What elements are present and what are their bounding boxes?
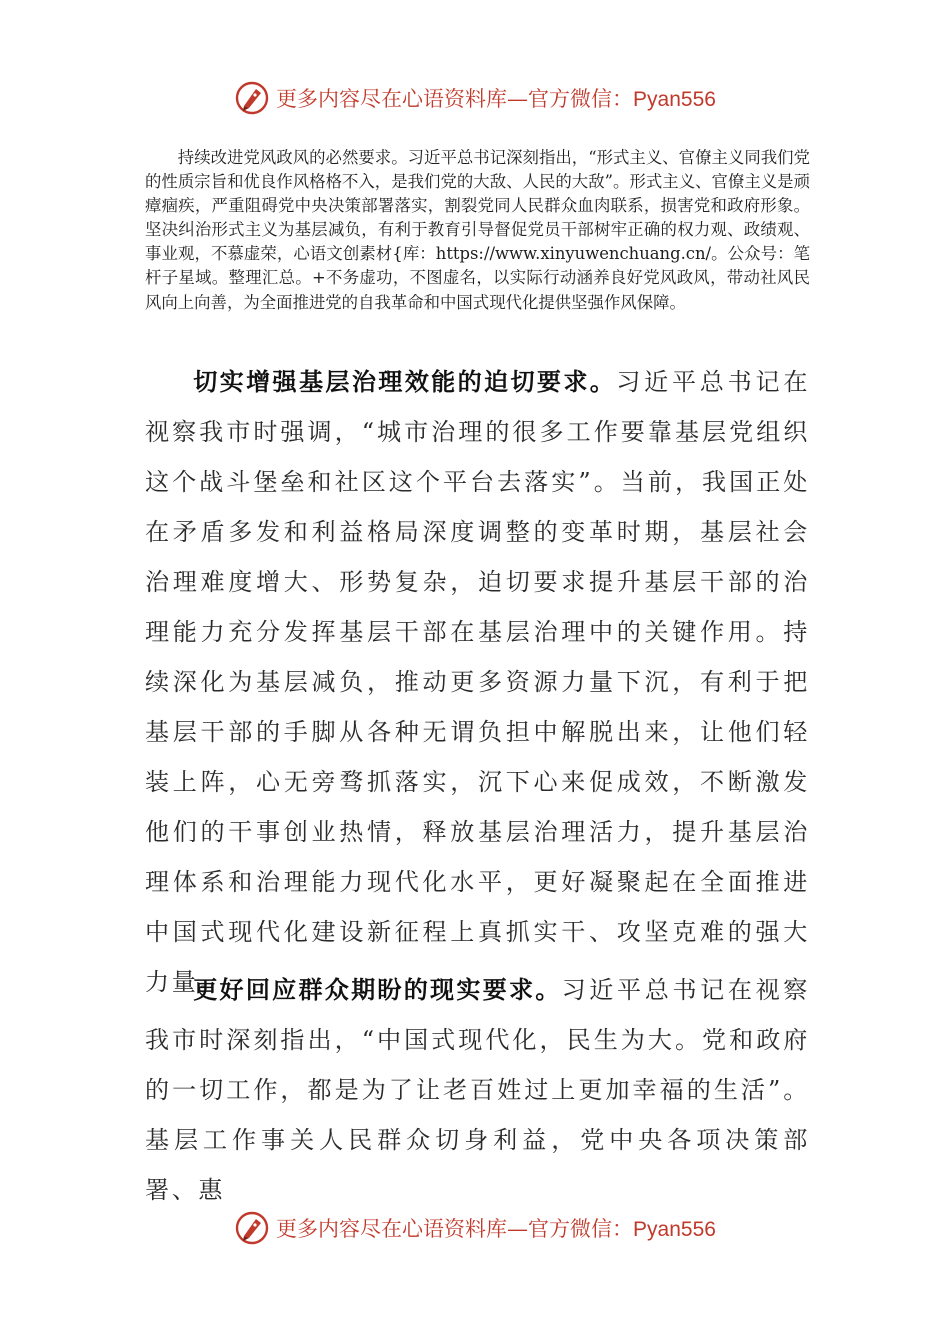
header-banner [0,78,950,118]
footer-banner [0,1208,950,1248]
pen-nib-logo-icon [234,80,270,116]
banner-text: 更多内容尽在心语资料库—官方微信：Pyan556 [276,87,716,111]
wechat-id: Pyan556 [633,1218,716,1241]
wechat-id: Pyan556 [633,88,716,111]
paragraph-governance-body: 习近平总书记在视察我市时强调，“城市治理的很多工作要靠基层党组织这个战斗堡垒和社区这个平台去落实”。当前，我国正处在矛盾多发和利益格局深度调整的变革时期，基层社会治理难度增大、形势复杂，迫切要求提升基层干部的治理能力充分发挥基层干部在基层治理中的关键作用。持续深化为基层减负，推动更多资源力量下沉，有利于把基层干部的手脚从各种无谓负担中解脱出来，让他们轻装上阵，心无旁骛抓落实，沉下心来促成效，不断激发他们的干事创业热情，释放基层治理活力，提升基层治理体系和治理能力现代化水平，更好凝聚起在全面推进中国式现代化建设新征程上真抓实干、攻坚克难的强大力量。 [145,368,811,996]
pen-nib-logo-icon [234,1210,270,1246]
paragraph-public-expectations-heading: 更好回应群众期盼的现实要求。 [193,975,562,1004]
paragraph-public-expectations [145,965,810,1215]
paragraph-party-style: 持续改进党风政风的必然要求。习近平总书记深刻指出，“形式主义、官僚主义同我们党的性质宗旨和优良作风格格不入，是我们党的大敌、人民的大敌”。形式主义、官僚主义是顽瘴痼疾，严重阻碍党中央决策部署落实，割裂党同人民群众血肉联系，损害党和政府形象。坚决纠治形式主义为基层减负，有利于教育引导督促党员干部树牢正确的权力观、政绩观、事业观，不慕虚荣，心语文创素材{库：https://www.xinyuwenchuang.cn/。公众号：笔杆子星域。整理汇总。+不务虚功，不图虚名，以实际行动涵养良好党风政风，带动社风民风向上向善，为全面推进党的自我革命和中国式现代化提供坚强作风保障。 [145,148,810,312]
paragraph-public-expectations-body: 习近平总书记在视察我市时深刻指出，“中国式现代化，民生为大。党和政府的一切工作，都是为了让老百姓过上更加幸福的生活”。基层工作事关人民群众切身利益，党中央各项决策部署、惠 [145,976,810,1204]
paragraph-governance-heading: 切实增强基层治理效能的迫切要求。 [193,367,617,396]
banner-text: 更多内容尽在心语资料库—官方微信：Pyan556 [276,1217,716,1241]
paragraph-governance [145,357,810,1007]
